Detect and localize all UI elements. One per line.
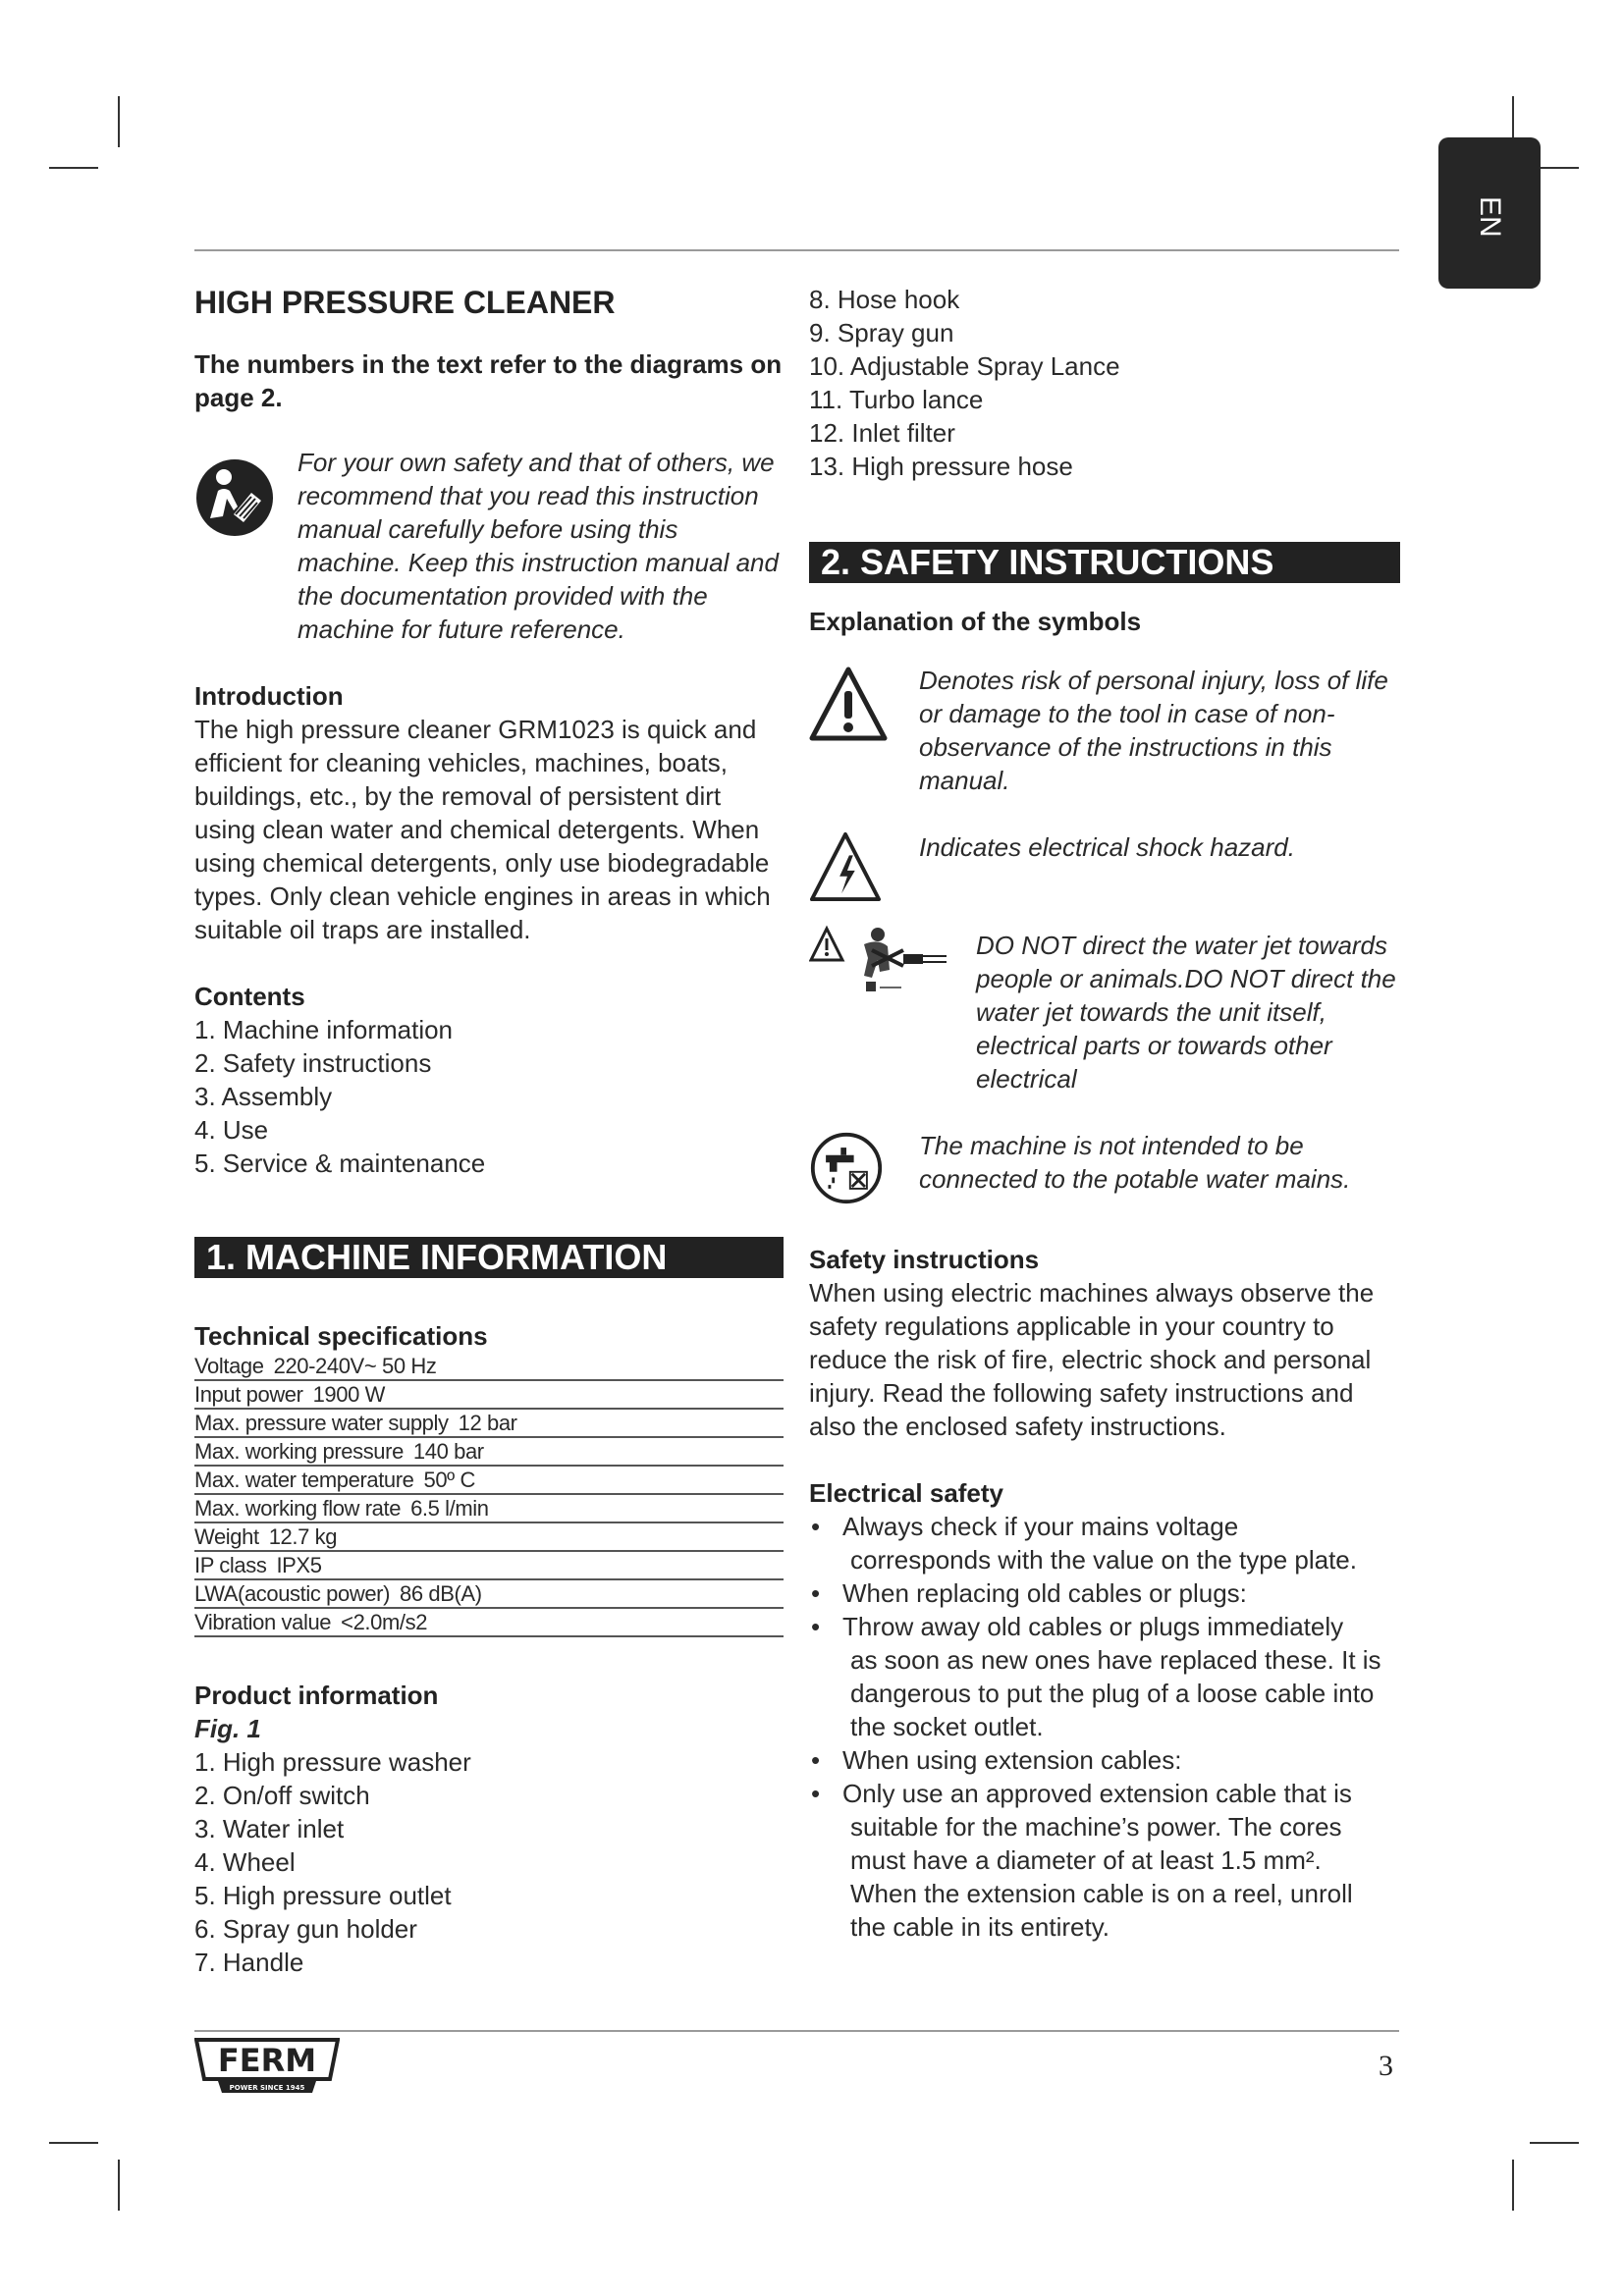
electrical-safety [809, 1476, 1400, 1944]
list-item: dangerous to put the plug of a loose cable into [850, 1679, 1375, 1708]
contents-heading: Contents [194, 982, 305, 1011]
spec-table [194, 1353, 784, 1637]
language-tab-label: EN [1474, 196, 1506, 238]
header-rule [194, 249, 1399, 251]
list-item: as soon as new ones have replaced these. It is [850, 1645, 1381, 1675]
list-item: • When using extension cables: [811, 1745, 1182, 1775]
no-water-jet-icon [809, 921, 956, 999]
spec-label: Max. working pressure [194, 1439, 404, 1464]
spec-row [194, 1467, 784, 1495]
introduction-heading: Introduction [194, 681, 344, 711]
list-item: must have a diameter of at least 1.5 mm². [850, 1845, 1322, 1875]
part-item: 10. Adjustable Spray Lance [809, 351, 1120, 381]
contents-item: 3. Assembly [194, 1082, 333, 1111]
symbol-entry [809, 664, 1400, 797]
spec-value: 140 bar [412, 1439, 484, 1464]
spec-value: 12 bar [458, 1411, 517, 1435]
symbol-entry [809, 830, 1400, 864]
crop-mark [118, 2160, 120, 2211]
spec-value: 1900 W [312, 1382, 385, 1407]
product-information [194, 1679, 784, 1979]
logo-tagline: POWER SINCE 1945 [229, 2084, 305, 2092]
part-item: 3. Water inlet [194, 1814, 345, 1843]
part-item: 9. Spray gun [809, 318, 954, 347]
spec-value: 220-240V~ 50 Hz [273, 1354, 437, 1378]
part-item: 5. High pressure outlet [194, 1881, 452, 1910]
safety-text: When using electric machines always observe the safety regulations applicable in your country to reduce the risk of fire, electric shock and personal injury. Read the following safety instructions and also the enclosed safety instructions. [809, 1278, 1375, 1441]
crop-mark [1530, 2142, 1579, 2144]
spec-label: Max. pressure water supply [194, 1411, 449, 1435]
spec-value: IPX5 [276, 1553, 322, 1577]
part-item: 13. High pressure hose [809, 452, 1073, 481]
spec-value: 86 dB(A) [400, 1581, 482, 1606]
spec-row [194, 1609, 784, 1637]
list-item: the socket outlet. [850, 1712, 1044, 1741]
list-item: When the extension cable is on a reel, unroll [850, 1879, 1353, 1908]
bullet-icon: • [811, 1779, 821, 1808]
part-item: 4. Wheel [194, 1847, 296, 1877]
part-item: 6. Spray gun holder [194, 1914, 417, 1944]
list-item: corresponds with the value on the type plate. [850, 1545, 1357, 1575]
product-heading: Product information [194, 1681, 439, 1710]
crop-mark [118, 96, 120, 147]
page-number: 3 [1379, 2050, 1393, 2082]
page-title: HIGH PRESSURE CLEANER [194, 285, 616, 320]
contents-item: 5. Service & maintenance [194, 1148, 486, 1178]
crop-mark [49, 2142, 98, 2144]
no-potable-water-icon [809, 1131, 884, 1205]
spec-label: Max. working flow rate [194, 1496, 402, 1521]
spec-row [194, 1495, 784, 1523]
specifications-heading: Technical specifications [194, 1321, 488, 1351]
spec-value: 50º C [423, 1468, 476, 1492]
symbol-text: Denotes risk of personal injury, loss of life or damage to the tool in case of non-observance of the instructions in this manual. [919, 666, 1388, 795]
contents-item: 2. Safety instructions [194, 1048, 432, 1078]
ferm-logo [194, 2036, 340, 2097]
electrical-list [809, 1510, 1400, 1944]
symbol-text: Indicates electrical shock hazard. [919, 832, 1295, 862]
spec-row [194, 1410, 784, 1438]
part-item: 1. High pressure washer [194, 1747, 471, 1777]
electrical-heading: Electrical safety [809, 1478, 1004, 1508]
spec-value: <2.0m/s2 [341, 1610, 428, 1634]
read-manual-icon [194, 457, 275, 538]
part-item: 8. Hose hook [809, 285, 960, 314]
figure-label: Fig. 1 [194, 1714, 261, 1743]
parts-list-continued [809, 283, 1400, 483]
safety-heading: Safety instructions [809, 1245, 1040, 1274]
introduction-text: The high pressure cleaner GRM1023 is quick and efficient for cleaning vehicles, machines, boats, buildings, etc., by the removal of persistent dirt using clean water and chemical detergents. When using chemical detergents, only use biodegradable types. Only clean vehicle engines in areas in which suitable oil traps are installed. [194, 715, 771, 944]
spec-row [194, 1523, 784, 1552]
right-column [809, 283, 1400, 1944]
crop-mark [1512, 2160, 1514, 2211]
list-item: • Only use an approved extension cable that is [811, 1779, 1352, 1808]
list-item: suitable for the machine’s power. The cores [850, 1812, 1342, 1842]
spec-value: 6.5 l/min [410, 1496, 489, 1521]
electric-shock-icon [809, 830, 882, 903]
spec-label: IP class [194, 1553, 267, 1577]
list-item: • Always check if your mains voltage [811, 1512, 1239, 1541]
spec-row [194, 1353, 784, 1381]
contents-list [194, 1013, 784, 1180]
symbol-entry [809, 929, 1400, 1095]
symbol-text: DO NOT direct the water jet towards people or animals.DO NOT direct the water jet towards the unit itself, electrical parts or towards other electrical [976, 931, 1396, 1094]
logo-wordmark: FERM [217, 2042, 317, 2079]
spec-label: Max. water temperature [194, 1468, 414, 1492]
section-1-heading: 1. MACHINE INFORMATION [194, 1237, 784, 1278]
left-column [194, 283, 784, 1979]
list-item: • When replacing old cables or plugs: [811, 1578, 1247, 1608]
spec-label: Input power [194, 1382, 303, 1407]
spec-row [194, 1552, 784, 1580]
section-2-heading: 2. SAFETY INSTRUCTIONS [809, 542, 1400, 583]
safety-notice-text: For your own safety and that of others, we recommend that you read this instruction manual carefully before using this machine. Keep this instruction manual and the documentation provided with the machine for future reference. [298, 448, 779, 644]
spec-row [194, 1438, 784, 1467]
bullet-icon: • [811, 1745, 821, 1775]
bullet-icon: • [811, 1612, 821, 1641]
spec-value: 12.7 kg [268, 1524, 338, 1549]
spec-label: Weight [194, 1524, 259, 1549]
spec-label: Voltage [194, 1354, 264, 1378]
contents [194, 980, 784, 1180]
part-item: 11. Turbo lance [809, 385, 984, 414]
contents-item: 1. Machine information [194, 1015, 454, 1044]
part-item: 12. Inlet filter [809, 418, 955, 448]
footer-rule [194, 2030, 1399, 2032]
crop-mark [49, 167, 98, 169]
spec-label: LWA(acoustic power) [194, 1581, 391, 1606]
part-item: 2. On/off switch [194, 1781, 370, 1810]
spec-label: Vibration value [194, 1610, 332, 1634]
spec-row [194, 1381, 784, 1410]
list-item: the cable in its entirety. [850, 1912, 1110, 1942]
safety-notice [194, 446, 784, 646]
introduction [194, 679, 784, 946]
parts-list [194, 1745, 784, 1979]
technical-specifications [194, 1319, 784, 1637]
warning-triangle-icon [809, 666, 888, 742]
bullet-icon: • [811, 1578, 821, 1608]
safety-instructions [809, 1243, 1400, 1443]
part-item: 7. Handle [194, 1948, 304, 1977]
symbols-heading: Explanation of the symbols [809, 607, 1142, 636]
bullet-icon: • [811, 1512, 821, 1541]
diagram-note: The numbers in the text refer to the diagrams on page 2. [194, 349, 783, 412]
list-item: • Throw away old cables or plugs immediately [811, 1612, 1344, 1641]
symbol-entry [809, 1129, 1400, 1196]
spec-row [194, 1580, 784, 1609]
contents-item: 4. Use [194, 1115, 269, 1145]
symbol-text: The machine is not intended to be connected to the potable water mains. [919, 1131, 1351, 1194]
